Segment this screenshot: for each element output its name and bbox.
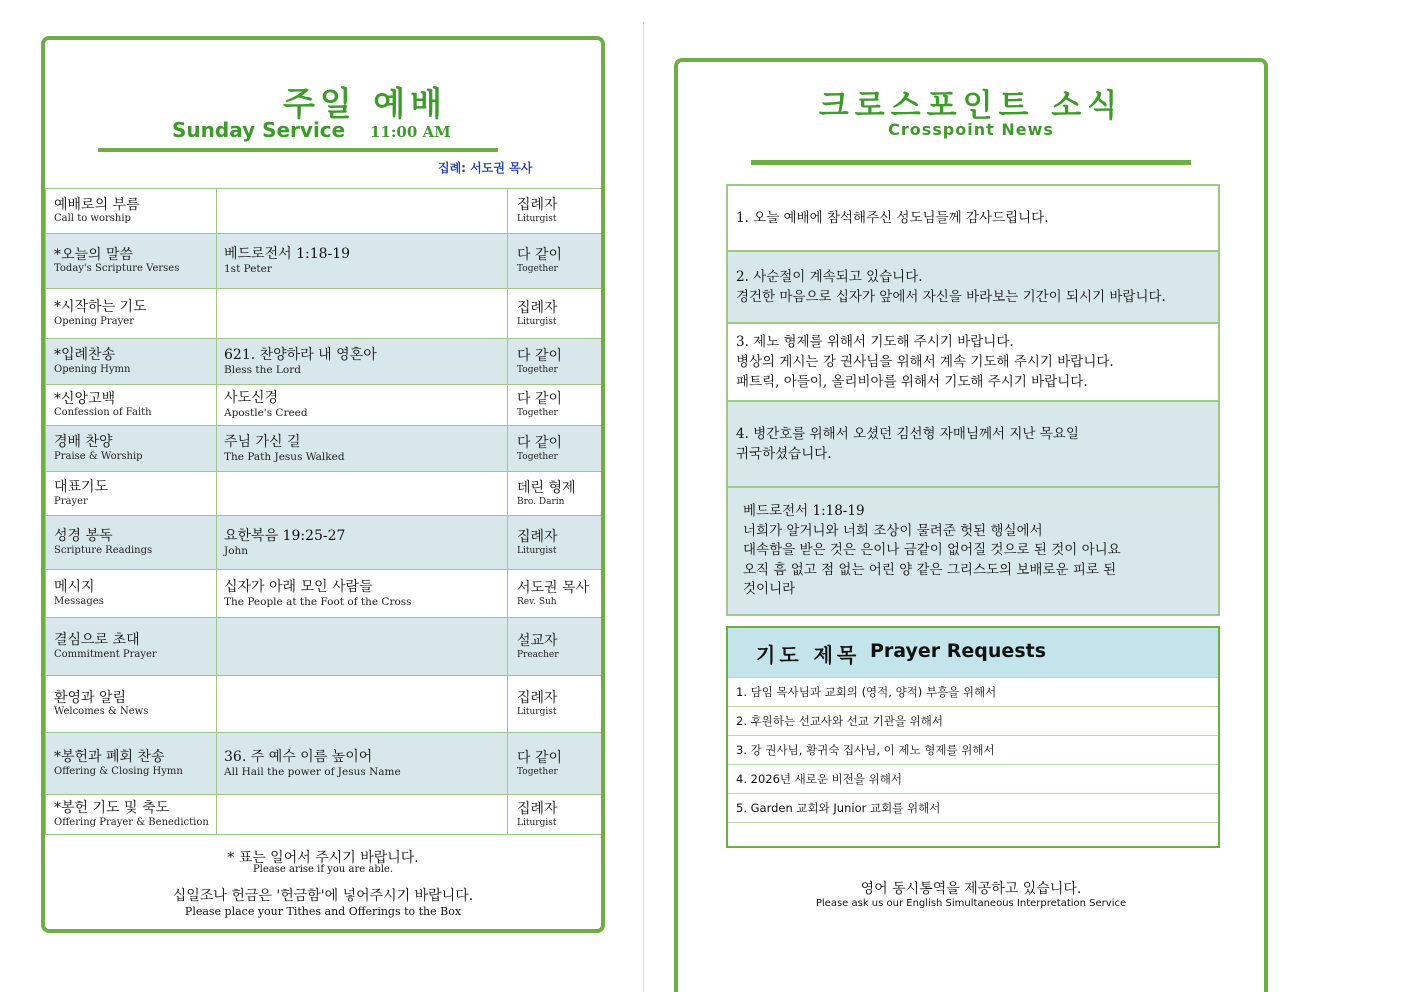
order-item-korean: *입례찬송 xyxy=(54,347,116,364)
order-leader-cell xyxy=(508,385,605,426)
news-line: 3. 제노 형제를 위해서 기도해 주시기 바랍니다. xyxy=(736,333,1014,350)
order-leader-english: Liturgist xyxy=(517,707,557,717)
news-line: 대속함을 받은 것은 은이나 금같이 없어질 것으로 된 것이 아니요 xyxy=(743,542,1121,559)
order-content-korean: 베드로전서 1:18-19 xyxy=(224,246,351,263)
order-item-cell xyxy=(46,234,217,289)
order-item-korean: 경배 찬양 xyxy=(54,434,113,451)
order-content-cell xyxy=(217,234,508,289)
order-row xyxy=(46,385,605,426)
news-title-english: Crosspoint News xyxy=(888,120,1054,139)
news-title-korean: 크로스포인트 소식 xyxy=(818,88,1124,124)
order-leader-cell xyxy=(508,289,605,339)
order-item-english: Praise & Worship xyxy=(54,450,143,462)
order-item-cell xyxy=(46,795,217,835)
order-leader-korean: 집례자 xyxy=(517,197,558,214)
order-content-korean: 사도신경 xyxy=(224,390,279,407)
news-item xyxy=(726,186,1220,252)
order-item-english: Offering & Closing Hymn xyxy=(54,765,183,777)
order-row xyxy=(46,472,605,516)
news-line: 2. 사순절이 계속되고 있습니다. xyxy=(736,268,923,285)
order-leader-korean: 다 같이 xyxy=(517,347,563,364)
order-content-english: All Hail the power of Jesus Name xyxy=(224,765,401,778)
order-row xyxy=(46,795,605,835)
order-item-cell xyxy=(46,733,217,795)
order-item-english: Opening Hymn xyxy=(54,363,131,375)
order-leader-korean: 다 같이 xyxy=(517,434,563,451)
order-leader-english: Liturgist xyxy=(517,545,557,556)
order-item-english: Commitment Prayer xyxy=(54,648,157,660)
order-row xyxy=(46,676,605,733)
order-leader-english: Together xyxy=(517,451,558,462)
order-leader-korean: 집례자 xyxy=(517,800,558,817)
order-content-english: The People at the Foot of the Cross xyxy=(224,595,412,608)
order-leader-korean: 집례자 xyxy=(517,299,558,316)
prayer-list xyxy=(728,678,1218,823)
order-item-cell xyxy=(46,426,217,472)
order-leader-korean: 다 같이 xyxy=(517,749,563,766)
order-item-korean: *신앙고백 xyxy=(54,390,116,407)
prayer-item: 4. 2026년 새로운 비전을 위해서 xyxy=(728,765,1218,794)
prayer-item: 3. 강 권사님, 황귀숙 집사님, 이 제노 형제를 위해서 xyxy=(728,736,1218,765)
order-row xyxy=(46,618,605,676)
order-content-english: John xyxy=(224,544,249,557)
order-item-english: Today's Scripture Verses xyxy=(54,263,180,275)
prayer-item: 1. 담임 목사님과 교회의 (영적, 양적) 부흥을 위해서 xyxy=(728,678,1218,707)
order-item-english: Scripture Readings xyxy=(54,544,153,556)
news-list xyxy=(726,184,1220,616)
order-item-cell xyxy=(46,339,217,385)
order-content-english: The Path Jesus Walked xyxy=(224,450,345,463)
order-content-english: Bless the Lord xyxy=(224,363,301,376)
service-title-korean: 주일 예배 xyxy=(282,84,447,123)
order-item-korean: 성경 봉독 xyxy=(54,528,113,545)
prayer-title-english: Prayer Requests xyxy=(870,640,1047,662)
order-item-english: Call to worship xyxy=(54,213,131,225)
order-leader-english: Preacher xyxy=(517,649,559,660)
order-item-cell xyxy=(46,570,217,618)
order-leader-korean: 다 같이 xyxy=(517,391,563,408)
standing-note-english: Please arise if you are able. xyxy=(252,864,394,875)
order-leader-cell xyxy=(508,189,605,234)
order-leader-cell xyxy=(508,426,605,472)
order-leader-cell xyxy=(508,516,605,570)
order-leader-cell xyxy=(508,339,605,385)
order-leader-cell xyxy=(508,618,605,676)
order-row xyxy=(46,516,605,570)
page-divider xyxy=(643,22,644,992)
order-item-cell xyxy=(46,676,217,733)
order-content-cell xyxy=(217,570,508,618)
order-content-cell xyxy=(217,795,508,835)
order-content-korean: 요한복음 19:25-27 xyxy=(224,527,346,544)
order-leader-korean: 데린 형제 xyxy=(517,479,576,496)
order-content-korean: 십자가 아래 모인 사람들 xyxy=(224,578,373,595)
order-item-korean: *봉헌과 폐회 찬송 xyxy=(54,749,165,766)
order-leader-english: Liturgist xyxy=(517,214,557,224)
order-row xyxy=(46,189,605,234)
order-of-worship-table xyxy=(45,188,605,835)
order-leader-english: Liturgist xyxy=(517,316,557,327)
order-leader-korean: 집례자 xyxy=(517,528,558,545)
order-item-english: Prayer xyxy=(54,495,88,507)
order-leader-cell xyxy=(508,795,605,835)
news-item xyxy=(726,324,1220,402)
news-line: 귀국하셨습니다. xyxy=(736,446,832,462)
order-content-cell xyxy=(217,426,508,472)
order-row xyxy=(46,426,605,472)
news-line: 것이니라 xyxy=(743,581,796,598)
order-item-english: Confession of Faith xyxy=(54,407,152,419)
order-leader-english: Rev. Suh xyxy=(517,596,557,607)
order-content-english: 1st Peter xyxy=(224,263,272,276)
interpretation-note: 영어 동시통역을 제공하고 있습니다. xyxy=(860,881,1082,897)
order-item-english: Opening Prayer xyxy=(54,315,134,327)
order-leader-english: Together xyxy=(517,264,558,274)
order-item-korean: 메시지 xyxy=(54,579,95,596)
order-row xyxy=(46,570,605,618)
order-leader-english: Bro. Darin xyxy=(517,496,565,507)
order-row xyxy=(46,339,605,385)
news-line: 병상의 게시는 강 권사님을 위해서 계속 기도해 주시기 바랍니다. xyxy=(736,353,1114,370)
offering-note-english: Please place your Tithes and Offerings to the Box xyxy=(184,905,462,918)
order-content-cell xyxy=(217,385,508,426)
order-content-cell xyxy=(217,289,508,339)
order-content-cell xyxy=(217,676,508,733)
order-leader-korean: 집례자 xyxy=(517,690,558,707)
order-item-cell xyxy=(46,289,217,339)
prayer-requests-header xyxy=(728,628,1218,678)
interpretation-note-english: Please ask us our English Simultaneous Interpretation Service xyxy=(815,898,1127,909)
title-underline xyxy=(98,148,498,152)
news-line: 1. 오늘 예배에 참석해주신 성도님들께 감사드립니다. xyxy=(736,209,1049,226)
order-leader-korean: 서도권 목사 xyxy=(517,579,590,596)
order-item-cell xyxy=(46,472,217,516)
order-item-korean: *시작하는 기도 xyxy=(54,299,147,316)
order-content-korean: 주님 가신 길 xyxy=(224,433,301,450)
news-item xyxy=(726,402,1220,488)
service-leader: 집례: 서도권 목사 xyxy=(438,161,533,175)
order-item-korean: 대표기도 xyxy=(54,479,109,496)
standing-note: * 표는 일어서 주시기 바랍니다. xyxy=(227,850,419,866)
order-leader-cell xyxy=(508,472,605,516)
order-item-english: Messages xyxy=(54,595,104,607)
order-item-korean: *봉헌 기도 및 축도 xyxy=(54,800,170,817)
order-item-cell xyxy=(46,516,217,570)
prayer-item: 5. Garden 교회와 Junior 교회를 위해서 xyxy=(728,794,1218,823)
order-item-korean: 예배로의 부름 xyxy=(54,196,140,213)
order-content-cell xyxy=(217,618,508,676)
prayer-requests-box xyxy=(726,626,1220,848)
order-leader-cell xyxy=(508,234,605,289)
news-line: 4. 병간호를 위해서 오셨던 김선형 자매님께서 지난 목요일 xyxy=(736,425,1079,442)
order-row xyxy=(46,234,605,289)
order-item-korean: 결심으로 초대 xyxy=(54,632,140,649)
order-item-cell xyxy=(46,385,217,426)
order-item-english: Offering Prayer & Benediction xyxy=(54,816,209,828)
order-content-korean: 621. 찬양하라 내 영혼아 xyxy=(224,346,377,363)
order-row xyxy=(46,733,605,795)
service-time: 11:00 AM xyxy=(370,123,451,141)
offering-note: 십일조나 헌금은 '헌금함'에 넣어주시기 바랍니다. xyxy=(172,888,474,904)
prayer-item: 2. 후원하는 선교사와 선교 기관을 위해서 xyxy=(728,707,1218,736)
news-line: 베드로전서 1:18-19 xyxy=(743,503,865,520)
news-line: 너희가 알거니와 너희 조상이 물려준 헛된 행실에서 xyxy=(743,522,1043,539)
order-leader-cell xyxy=(508,676,605,733)
order-content-cell xyxy=(217,472,508,516)
order-leader-english: Together xyxy=(517,408,558,418)
order-leader-korean: 다 같이 xyxy=(517,247,563,264)
order-content-cell xyxy=(217,516,508,570)
order-item-korean: *오늘의 말씀 xyxy=(54,246,134,263)
order-leader-english: Together xyxy=(517,364,558,375)
service-title-english: Sunday Service xyxy=(172,118,346,142)
news-title-underline xyxy=(751,160,1191,165)
order-leader-cell xyxy=(508,733,605,795)
news-line: 오직 흠 없고 점 없는 어린 양 같은 그리스도의 보배로운 피로 된 xyxy=(743,561,1117,578)
order-content-korean: 36. 주 예수 이름 높이어 xyxy=(224,748,373,765)
order-leader-cell xyxy=(508,570,605,618)
crosspoint-news-panel xyxy=(674,58,1268,992)
order-item-korean: 환영과 알림 xyxy=(54,689,127,706)
order-item-cell xyxy=(46,189,217,234)
order-leader-english: Liturgist xyxy=(517,817,557,828)
order-content-cell xyxy=(217,339,508,385)
order-row xyxy=(46,289,605,339)
news-line: 패트릭, 아들이, 올리비아를 위해서 기도해 주시기 바랍니다. xyxy=(736,374,1088,391)
order-item-english: Welcomes & News xyxy=(54,706,149,718)
prayer-title-korean: 기도 제목 xyxy=(756,643,861,667)
order-content-cell xyxy=(217,189,508,234)
order-content-english: Apostle's Creed xyxy=(224,407,308,420)
order-content-cell xyxy=(217,733,508,795)
news-line: 경건한 마음으로 십자가 앞에서 자신을 바라보는 기간이 되시기 바랍니다. xyxy=(736,289,1166,305)
scripture-verse-item xyxy=(726,488,1220,616)
order-leader-korean: 설교자 xyxy=(517,632,558,649)
order-item-cell xyxy=(46,618,217,676)
sunday-service-panel xyxy=(41,36,605,933)
news-item xyxy=(726,252,1220,324)
order-leader-english: Together xyxy=(517,766,558,777)
